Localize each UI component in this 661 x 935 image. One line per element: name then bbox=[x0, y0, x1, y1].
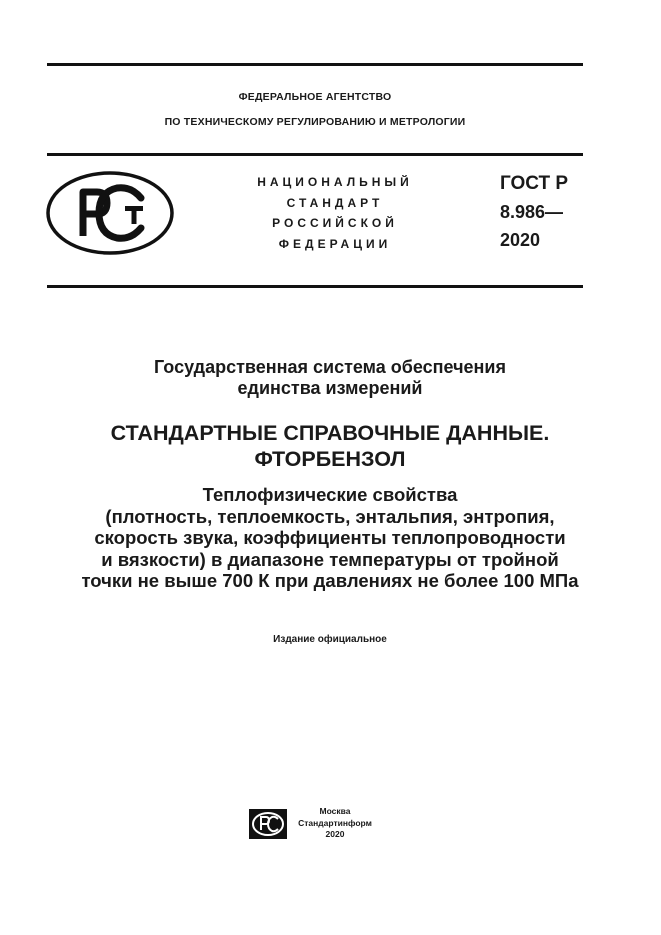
series-line: единства измерений bbox=[237, 378, 423, 398]
gost-prefix: ГОСТ Р bbox=[500, 173, 569, 194]
subtitle-line: Теплофизические свойства bbox=[202, 484, 458, 505]
rst-conformity-mark-icon bbox=[45, 170, 175, 256]
main-title-line: СТАНДАРТНЫЕ СПРАВОЧНЫЕ ДАННЫЕ. bbox=[110, 421, 550, 445]
agency-line-2: ПО ТЕХНИЧЕСКОМУ РЕГУЛИРОВАНИЮ И МЕТРОЛОГИИ bbox=[164, 116, 466, 128]
edition-label: Издание официальное bbox=[273, 634, 387, 645]
publisher-year: 2020 bbox=[325, 829, 345, 839]
main-title bbox=[20, 420, 640, 472]
national-line: СТАНДАРТ bbox=[286, 195, 384, 210]
national-line: ФЕДЕРАЦИИ bbox=[278, 236, 392, 251]
subtitle-line: и вязкости) в диапазоне температуры от тройной bbox=[101, 548, 559, 570]
main-title-line: ФТОРБЕНЗОЛ bbox=[254, 447, 406, 471]
header-rule bbox=[47, 153, 583, 156]
agency-line-1: ФЕДЕРАЛЬНОЕ АГЕНТСТВО bbox=[238, 91, 392, 103]
standartinform-logo-icon bbox=[248, 808, 288, 840]
subtitle bbox=[20, 484, 640, 592]
subtitle-line: скорость звука, коэффициенты теплопроводности bbox=[94, 527, 566, 548]
standard-block-rule bbox=[47, 285, 583, 288]
top-rule bbox=[47, 63, 583, 66]
publisher-city: Москва bbox=[319, 806, 351, 816]
national-standard-label bbox=[230, 172, 440, 254]
gost-number: 8.986— bbox=[500, 202, 564, 222]
subtitle-line: точки не выше 700 К при давлениях не более 100 МПа bbox=[81, 570, 579, 591]
publisher-info bbox=[295, 806, 375, 841]
national-line: НАЦИОНАЛЬНЫЙ bbox=[257, 175, 413, 189]
gost-designation bbox=[500, 170, 568, 254]
national-line: РОССИЙСКОЙ bbox=[272, 216, 398, 230]
series-title bbox=[20, 357, 640, 399]
publisher-name: Стандартинформ bbox=[298, 817, 372, 828]
gost-year: 2020 bbox=[500, 230, 541, 250]
series-line: Государственная система обеспечения bbox=[154, 357, 506, 377]
subtitle-line: (плотность, теплоемкость, энтальпия, энтропия, bbox=[105, 505, 555, 527]
